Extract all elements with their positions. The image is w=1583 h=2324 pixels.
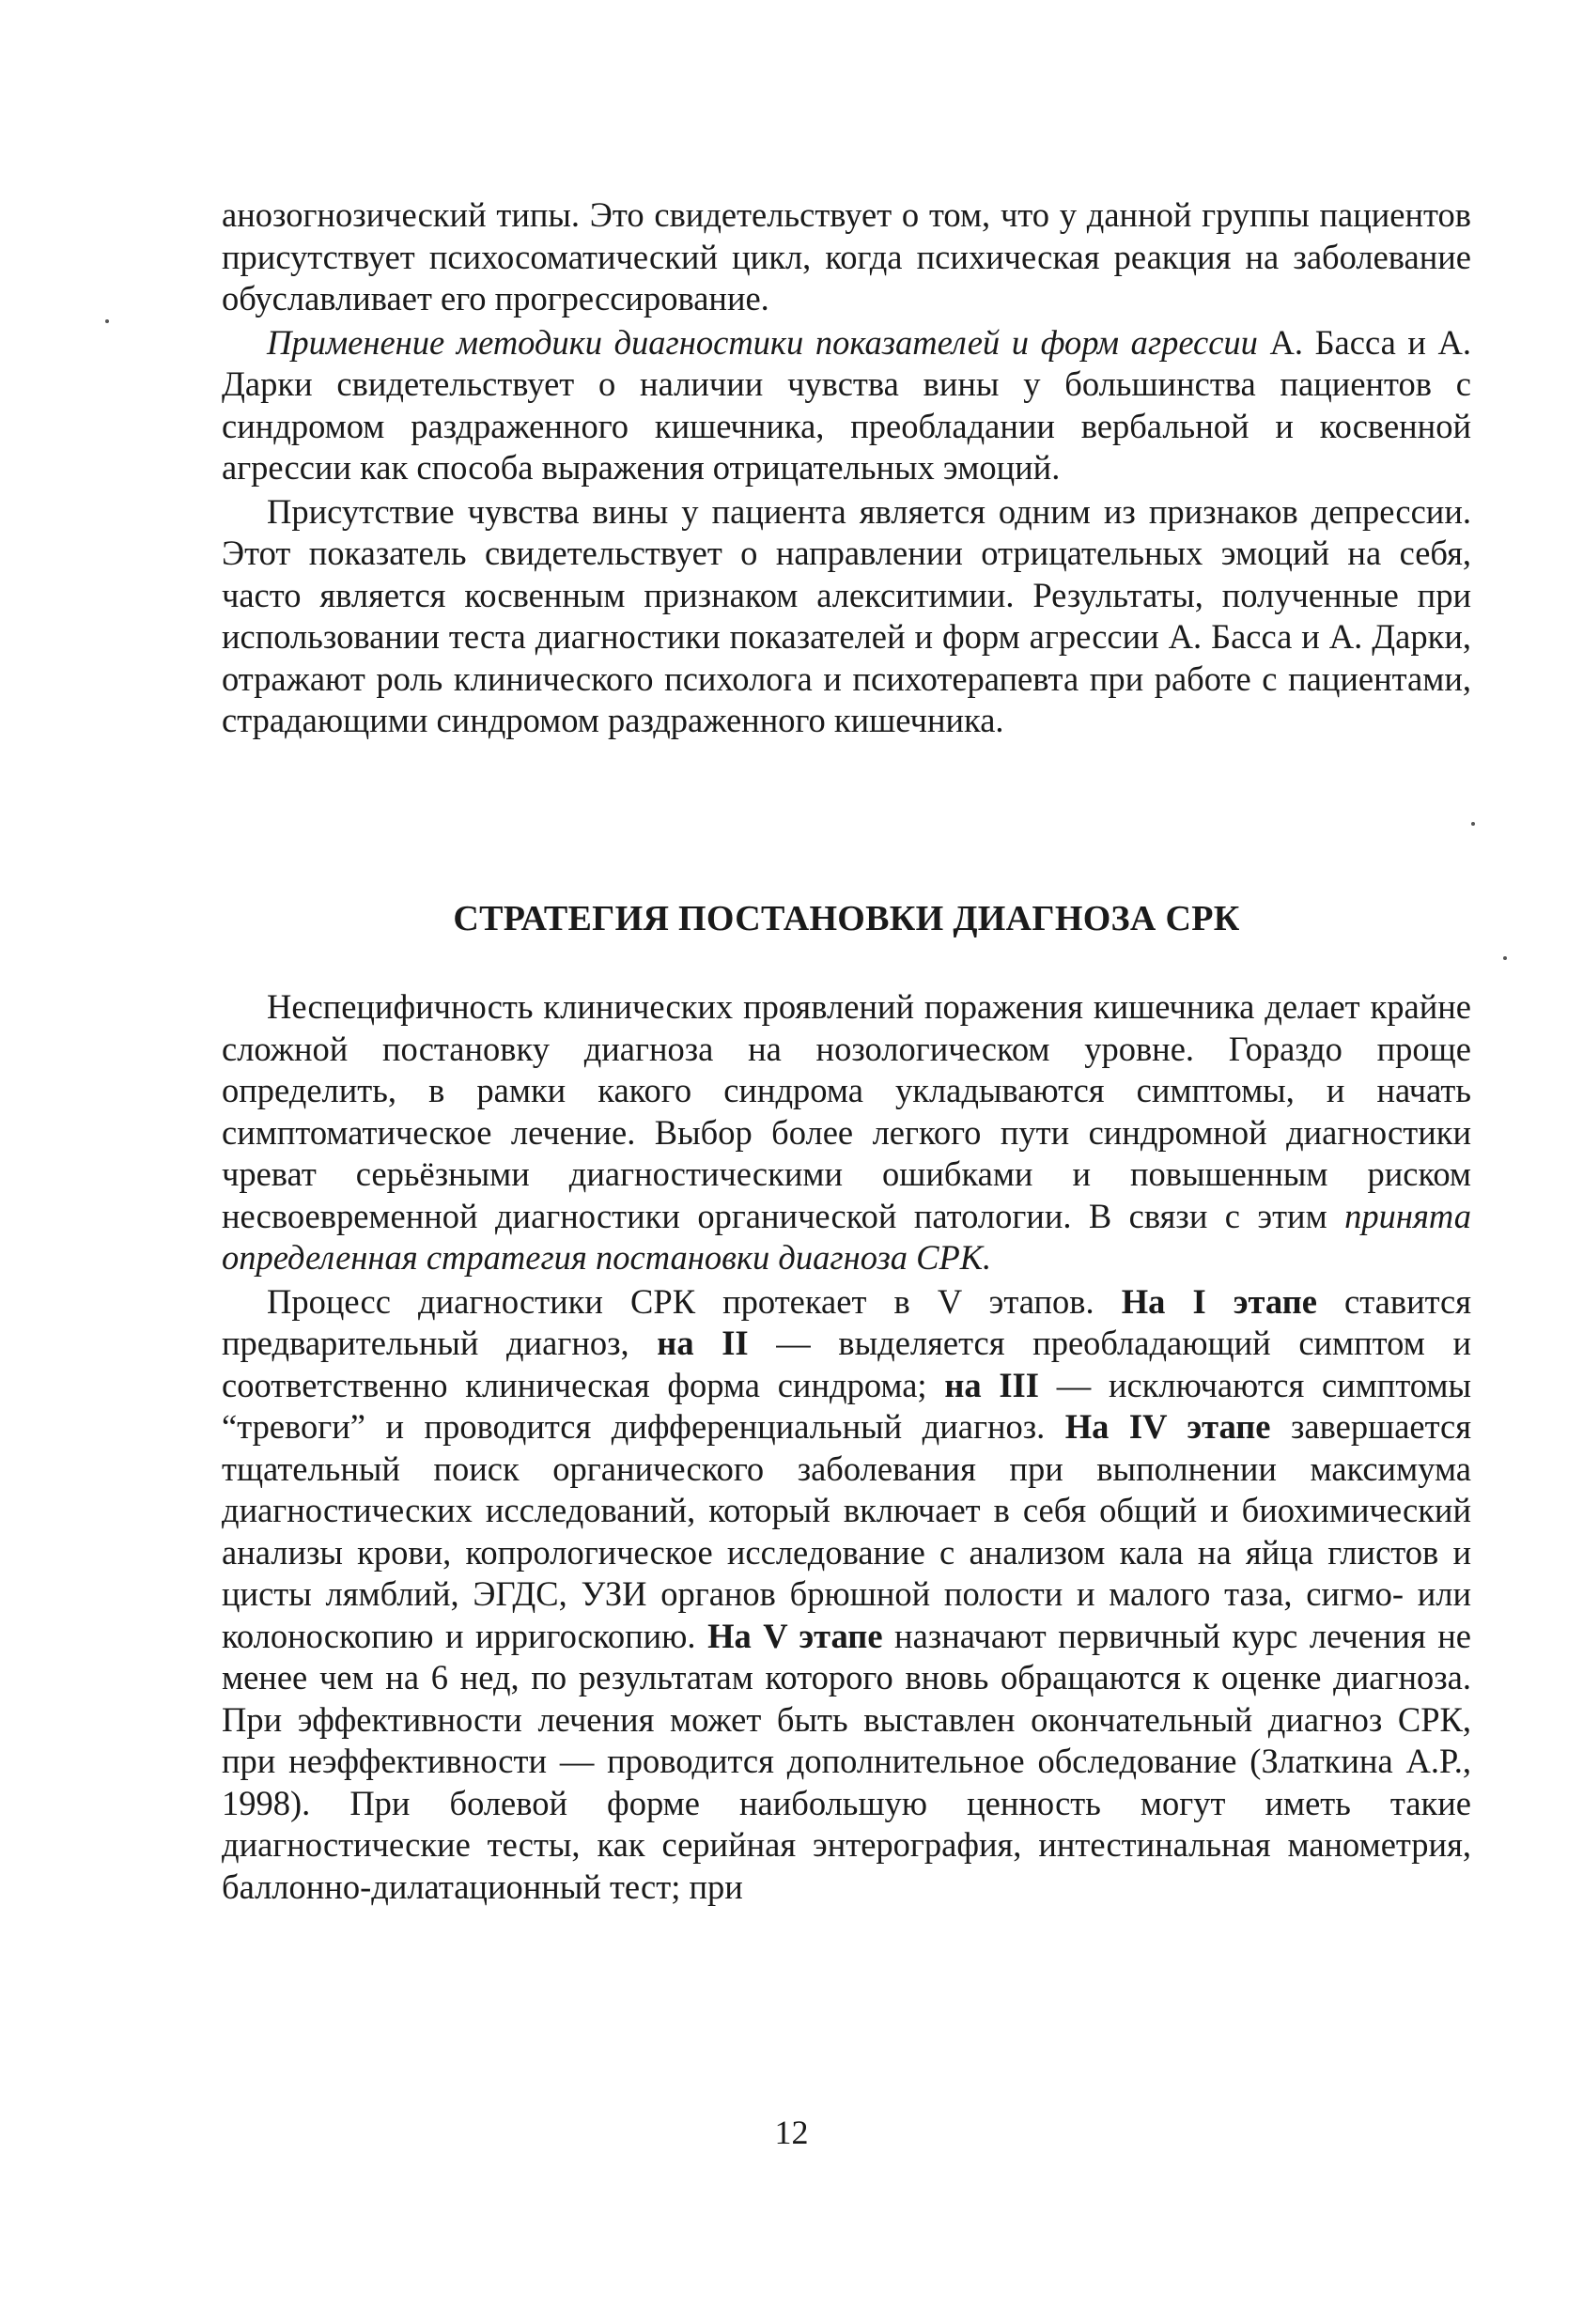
top-text-section — [222, 194, 1471, 742]
stage-label: На V этапе — [707, 1616, 883, 1655]
paragraph-nonspecificity — [222, 986, 1471, 1279]
stage-label: На I этапе — [1121, 1281, 1317, 1321]
paragraph-text: Неспецифичность клинических проявлений поражения кишечника делает крайне сложной постановку диагноза на нозологическом уровне. Гораздо проще определить, в рамки какого синдрома укладываются симптомы, и начать симптоматическое лечение. Выбор более легкого пути синдромной диагностики чреват серьёзными диагностическими ошибками и повышенным риском несвоевременной диагностики органической патологии. В связи с этим — [222, 987, 1471, 1235]
stage-label: на III — [944, 1365, 1039, 1404]
paragraph-text: завершается тщательный поиск органического заболевания при выполнении максимума диагностических исследований, который включает в себя общий и биохимический анализы крови, копрологическое исследование с анализом кала на яйца глистов и цисты лямблий, ЭГДС, УЗИ органов брюшной полости и малого таза, сигмо- или колоноскопию и ирригоскопию. — [222, 1407, 1471, 1655]
paragraph-aggression-method — [222, 322, 1471, 489]
paragraph-text: ставится предварительный диагноз, — [222, 1281, 1472, 1362]
paragraph-text: — выделяется преобладающий симптом и соответственно клиническая форма синдрома; — [222, 1324, 1471, 1404]
paragraph-guilt-feeling: Присутствие чувства вины у пациента является одним из признаков депрессии. Этот показатель свидетельствует о направлении отрицательных эмоций на себя, часто является косвенным признаком алекситимии. Результаты, полученные при использовании теста диагностики показателей и форм агрессии А. Басса и А. Дарки, отражают роль клинического психолога и психотерапевта при работе с пациентами, страдающими синдромом раздраженного кишечника. — [222, 491, 1471, 739]
scan-speck — [105, 319, 109, 323]
main-text-section — [222, 986, 1471, 1908]
page-number: 12 — [774, 2114, 809, 2151]
paragraph-diagnostic-stages — [222, 1281, 1471, 1909]
paragraph-text: А. Басса и А. Дарки свидетельствует о наличии чувства вины у большинства пациентов с синдромом раздраженного кишечника, преобладании вербальной и косвенной агрессии как способа выражения отрицательных эмоций. — [222, 322, 1471, 487]
paragraph-text: назначают первичный курс лечения не менее чем на 6 нед, по результатам которого вновь обращаются к оценке диагноза. При эффективности лечения может быть выставлен окончательный диагноз СРК, при неэффективности — проводится дополнительное обследование (Златкина А.Р., 1998). При болевой форме наибольшую ценность могут иметь такие диагностические тесты, как серийная энтерография, интестинальная манометрия, баллонно-дилатационный тест; при — [222, 1616, 1471, 1906]
scan-speck — [1503, 956, 1507, 960]
italic-phrase: принята определенная стратегия постановки диагноза СРК. — [222, 1196, 1471, 1277]
scan-speck — [1471, 822, 1475, 826]
stage-label: На IV этапе — [1064, 1407, 1271, 1446]
section-heading: СТРАТЕГИЯ ПОСТАНОВКИ ДИАГНОЗА СРК — [453, 899, 1240, 938]
paragraph-text: Процесс диагностики СРК протекает в V этапов. — [267, 1281, 1122, 1321]
italic-phrase: Применение методики диагностики показателей и форм агрессии — [267, 322, 1258, 362]
paragraph-text: — исключаются симптомы “тревоги” и проводится дифференциальный диагноз. — [222, 1365, 1471, 1446]
paragraph-continuation: анозогнозический типы. Это свидетельствует о том, что у данной группы пациентов присутствует психосоматический цикл, когда психическая реакция на заболевание обуславливает его прогрессирование. — [222, 195, 1471, 318]
stage-label: на II — [657, 1324, 749, 1362]
